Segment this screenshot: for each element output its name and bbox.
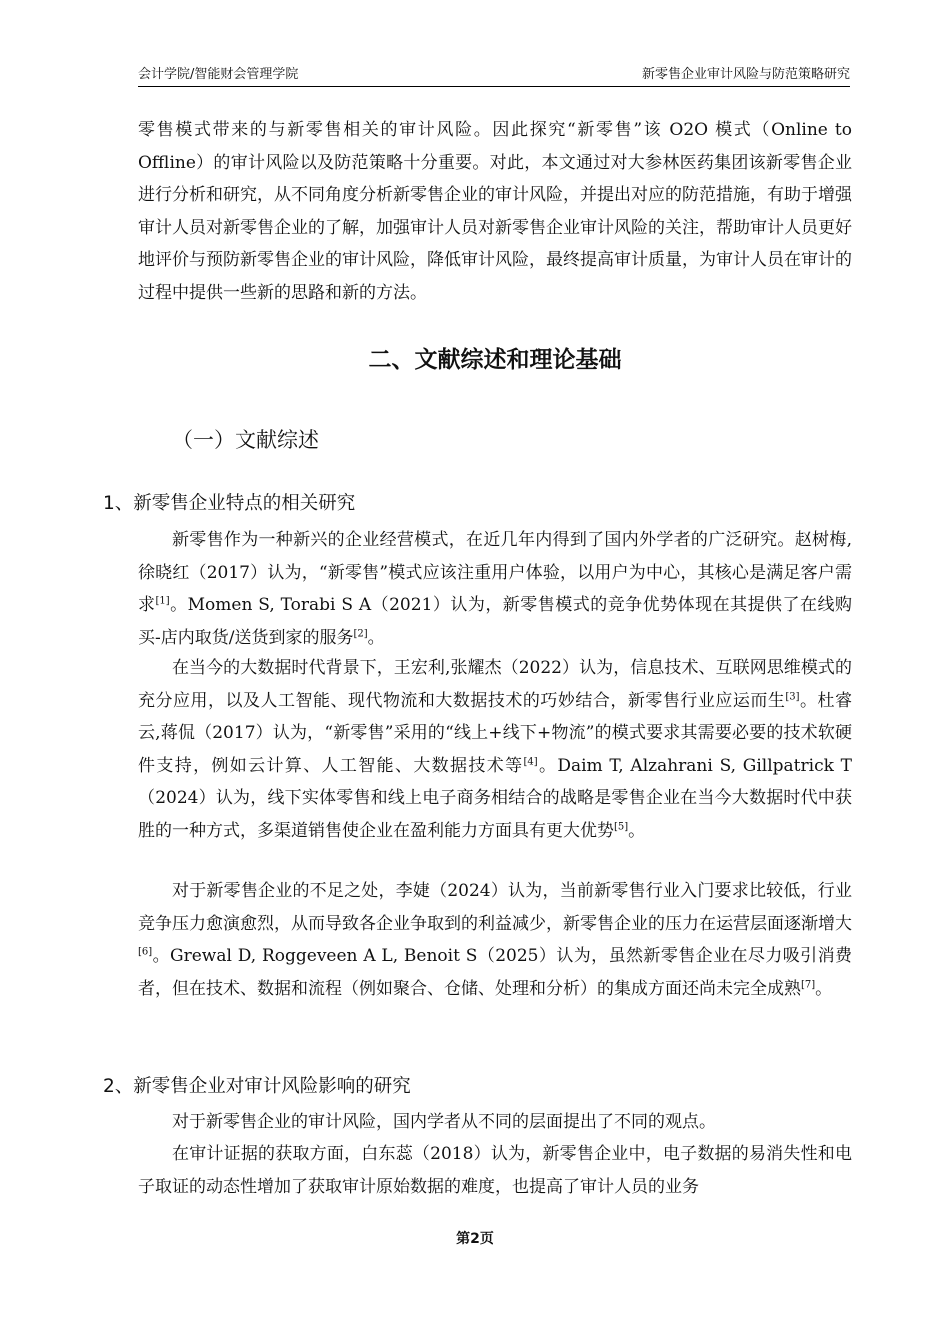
citation-ref: [1] [155, 595, 170, 607]
section-heading: 二、文献综述和理论基础 [368, 347, 622, 373]
subsection-heading: （一）文献综述 [172, 428, 319, 452]
header-institution: 会计学院/智能财会管理学院 [138, 67, 299, 82]
paragraph-audit-risk-1: 对于新零售企业的审计风险，国内学者从不同的层面提出了不同的观点。 [172, 1112, 716, 1132]
topic-heading-1: 1、新零售企业特点的相关研究 [103, 493, 356, 514]
paragraph-features-3 [138, 875, 852, 1005]
paragraph-audit-risk-2: 在审计证据的获取方面，白东蕊（2018）认为，新零售企业中，电子数据的易消失性和电子取证的动态性增加了获取审计原始数据的难度，也提高了审计人员的业务 [138, 1144, 852, 1197]
paragraph-text: 。 [815, 978, 833, 999]
paragraph-text: 。杜睿云,蒋侃（2017）认为，“新零售”采用的“线上+线下+物流”的模式要求其需要必要的技术软硬件支持，例如云计算、人工智能、大数据技术等 [138, 690, 853, 776]
paragraph-text: 。Daim T, Alzahrani S, Gillpatrick T（2024）认为，线下实体零售和线上电子商务相结合的战略是零售企业在当今大数据时代中获胜的一种方式，多渠道销售使企业在盈利能力方面具有更大优势 [138, 755, 853, 841]
paragraph-features-2 [138, 652, 852, 847]
running-header [138, 66, 850, 87]
paragraph-text: 在当今的大数据时代背景下，王宏利,张耀杰（2022）认为，信息技术、互联网思维模式的充分应用，以及人工智能、现代物流和大数据技术的巧妙结合，新零售行业应运而生 [138, 658, 852, 711]
citation-ref: [5] [614, 820, 629, 832]
citation-ref: [3] [785, 690, 800, 702]
paragraph-text: 。 [367, 627, 385, 648]
citation-ref: [6] [138, 946, 153, 958]
citation-ref: [7] [801, 978, 816, 990]
citation-ref: [4] [523, 755, 538, 767]
header-paper-title: 新零售企业审计风险与防范策略研究 [641, 67, 850, 82]
citation-ref: [2] [353, 627, 368, 639]
paragraph-text: 。Momen S, Torabi S A（2021）认为，新零售模式的竞争优势体现在其提供了在线购买-店内取货/送货到家的服务 [138, 595, 852, 648]
paragraph-text: 。Grewal D, Roggeveen A L, Benoit S（2025）认为，虽然新零售企业在尽力吸引消费者，但在技术、数据和流程（例如聚合、仓储、处理和分析）的集成方面还尚未完全成熟 [138, 946, 852, 999]
intro-paragraph: 零售模式带来的与新零售相关的审计风险。因此探究“新零售”该 O2O 模式（Online to Offline）的审计风险以及防范策略十分重要。对此，本文通过对大参林医药集团该新零售企业进行分析和研究，从不同角度分析新零售企业的审计风险，并提出对应的防范措施，有助于增强审计人员对新零售企业的了解，加强审计人员对新零售企业审计风险的关注，帮助审计人员更好地评价与预防新零售企业的审计风险，降低审计风险，最终提高审计质量，为审计人员在审计的过程中提供一些新的思路和新的方法。 [138, 120, 852, 303]
topic-heading-2: 2、新零售企业对审计风险影响的研究 [103, 1076, 411, 1097]
paragraph-text: 对于新零售企业的不足之处，李婕（2024）认为，当前新零售行业入门要求比较低，行业竞争压力愈演愈烈，从而导致各企业争取到的利益减少，新零售企业的压力在运营层面逐渐增大 [138, 881, 852, 934]
paragraph-text: 新零售作为一种新兴的企业经营模式，在近几年内得到了国内外学者的广泛研究。赵树梅,徐晓红（2017）认为，“新零售”模式应该注重用户体验，以用户为中心，其核心是满足客户需求 [138, 530, 852, 615]
page-number: 第2页 [456, 1231, 494, 1247]
paragraph-features-1 [138, 524, 852, 654]
paragraph-text: 。 [628, 820, 646, 841]
